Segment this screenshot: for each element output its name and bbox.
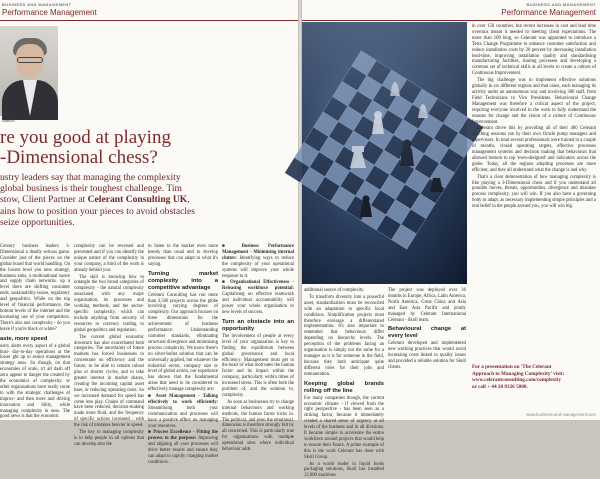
paragraph: The skill is knowing how to untangle the two broad categories of complexity - the natural complexity associated with any major organisation, its processes and working methods, and the sector-specific complexity, which can include anything from security of resources to currency trading to global geopolitics and regulation. [74,274,144,333]
cta-phone: or call + 44 20 8326 5000. [472,383,528,390]
bullet-item: ■ Process Excellence - Fitting the process to the purpose: Improving and aligning all your processes will drive better results and ensure they can adapt to rapidly changing market conditions. [148,430,219,465]
body-column-1 [0,244,70,420]
paragraph: The project was deployed over 36 months in Europe, Africa, Latin America, North America, Great China and Asia and East Asia Pacific and jointly managed by Celerant International Celerant - Skoll team. [388,288,466,323]
chessboard-graphic [302,22,467,284]
paragraph: As a world leader in liquid foods packaging solutions, Skoll has installed 12,000 machines [304,461,384,479]
cta-line-1: For a presentation on 'The Celerant [472,364,552,370]
standfirst-company: Celerant Consulting UK [87,194,188,206]
standfirst-line-1: ustry leaders say that managing the complexity [0,172,181,183]
subheading: Turn an obstacle into an opportunity [222,318,294,332]
running-head-title: Performance Management [501,8,596,17]
body-column-4 [222,244,294,453]
paragraph: That's a clear demonstration of how managing complexity is like playing a 3-Dimensional chess and if you understand all possible moves, threats, opportunities, divergence and mistakes process complexity, you will win. If you also have a governing body to adapt, as necessary implementing simple principles and a real belief in the people around you, you will win big. [472,174,596,210]
paragraph: ustry alerts every aspect of a global busi- day-to-day operations at the lower ght up to senior management strategy ness. So though, on that economies of scale, n't all dash off zero appear to danger the created by the economics of complexity. ur other organisations have really come to with the strategic challenges of improv- and then more and driving innovation and bility, while managing complexity in ness. The good news is that the economic [0,343,70,420]
paragraph: The key to managing complexity is to help people in all options that can develop into the [74,430,144,447]
paragraph: Celerant developed and implemented new working practices that would avoid increasing costs linked to quality issues and provided a reliable solution for Skoll clients. [388,341,466,371]
subheading: Keeping global brands rolling off the line [304,380,384,394]
standfirst-line-2: global business is their toughest challenge. Tim [0,183,183,195]
standfirst-line-3 [0,194,290,205]
standfirst-line-3-end: , [187,194,190,206]
body-column-2 [74,244,144,447]
right-page [302,0,600,479]
bullet-item: ■ Organisational Effectiveness - Releasing workforce potential: Capitalising on effective teamwork and individual accountability will power your whole organisation to new levels of success. [222,280,294,315]
header-rule [302,20,600,21]
paragraph: Celerant drove this by providing all of their 400 Celerant coaching sessions run by their own Oracle pump managers and supervisors. In total several professionals were trained in a couple of months, closed operating targets, effective processes management systems and decision making that behaviours that allowed bottom to top 'even-designed' and indicators across the globe. Today, all the regions adopting processes are more efficient, and they all understand what the change is and why. [472,126,596,173]
standfirst-line-5: seize opportunities. [0,216,75,228]
paragraph: The current global economic downturn has also exacerbated both categories. The uncertainty of future markets has forced businesses to concentrate on efficiency and the future, to be able to remain robust plus or shorter cycles, and to take greater interest in market shares, creating the incoming capital asset base, or reducing operating costs. So we increased demand for speed has come into play. Chains of command have been reduced, decision-making made more fluid, and the frequency of specific actions increased - with the risk of mistakes heavier in speed. [74,334,144,429]
header-rule [0,20,298,21]
paragraph: The big challenge was to implement effective solutions globally in six different regions and that cases, each managing its activity under an autonomous way and involving 300 staff, from Field Technicians to Vice Presidents. Behavioural Change Management was therefore a critical aspect of the project, requiring everyone involved in the work to fully understand the reasons for change and the vision of a culture of Continuous Improvement. [472,78,596,125]
cta-line-2: Approach to Managing Complexity' visit: [472,370,565,377]
article-headline [0,128,292,168]
body-column-3 [148,244,219,465]
chess-illustration [302,22,467,284]
photo-glasses [17,57,43,63]
paragraph: in over 150 countries, but recent increases in cost and lead time overruns meant it needed to meeting client expectations. The more than 100 blog, so Celerant was appointed to introduce a Tetra Change Programme to enhance customer satisfaction and reduce installation costs by 20 percent by decreasing installation lead-time, improving installation quality and standardising manufacturing facilities, sharing processes and developing a common set of technical skills at all levels to create a culture of Continuous Improvement. [472,24,596,77]
paragraph: Celerant Consulting has run more than 3,500 projects across the globe involving varying degrees of complexity. Our approach focuses on three dimensions for the achievement of business performance: Understanding customer standards, eliminating structural divergence and minimising process complexity. We know there's no silver-bullet solution that can be universally applied, but whatever the industrial sector, company size or level of global action, our experience has shown that the fundamental areas that need to be considered to effectively manage complexity are: [148,292,218,393]
standfirst-line-3-start: stow, Client Partner at [0,194,86,206]
paragraph: To transform diversity into a powerful asset, standardisation must be reconciled with an adaptation to specific local conditions. Simplification projects must therefore envisage a differentiated implementation. It's also important to remember that behaviours differ depending on hierarchy levels. The perception of the problems facing an organisation is simply not the same for a manager as it is for someone in the field, because they both anticipate quite different roles for their jobs and remuneration. [304,294,384,377]
subheading: Behavioural change at every level [388,326,466,340]
body-column-6 [388,288,466,416]
running-head-title: Performance Management [2,8,97,17]
call-to-action [472,364,596,390]
paragraph: The involvement of people at every level of your organisation is key to finding the equilibrium between global governance and local efficiency. Management must get to the heart of what motivates the human factor and its impact within the company, particularly within times of increased stress. This is often both the problem of, and the solution to, complexity. [222,333,294,398]
paragraph: complexity can be reversed and prevented and if you can identify the unique nature of the complexity in your company, a third of the work is already behind you. [74,244,144,273]
headline-line-2: -Dimensional chess? [0,147,158,168]
footer-url[interactable]: www.business-and-management.com [526,412,596,417]
paragraph: additional source of complexity. [304,288,365,293]
author-photo [0,26,58,116]
photo-caption: Nattion [2,118,15,123]
body-column-5 [304,288,384,479]
left-page [0,0,298,465]
bullet-item: ■ Business Performance Management - Minimising internal clutter: Identifying ways to reduce the complexity of your operational systems will improve your whole response to it. [222,244,294,279]
paragraph: For many companies though, the current economic climate - if viewed from the right perspective - has been seen as a striking factor, because it immediately created a shared sense of urgency at all levels of the business and in all divisions. It became simple to accelerate the entire workforce around projects that would help to ensure their future. A prime example of this is the work Celerant has done with Skoll Group. [304,395,384,460]
paragraph: As soon as businesses try to change internal behaviours and working methods, the human factor kicks in. The political, and even the emotional, dimension is therefore strongly felt by all concerned. This is particularly true for organisations with multiple operational sites where individual behaviour adds [222,399,294,453]
standfirst [0,172,290,228]
subheading: aste, more speed [0,335,48,342]
body-column-7 [472,24,596,354]
subheading: Turning market complexity into a competitive advantage [148,270,218,291]
running-head-section: BUSINESS AND MANAGEMENT [526,2,596,7]
cta-link[interactable]: www.celerantconsulting.com/complexity [472,377,562,384]
paragraph: Century business leaders 3-Dimensional a deadly serious game. Consider just of the pieces on the global board that world handling. On the lowest level you ness strategy, business aims, a multinational nance and supply chain networks. up a level there are shifting consumer ends, sustainability issues, regulatory and geopolitics. While on the top level of financial performance, the bottom levels of the internet and the increasing use of your competitors. There's also one complexity - do you leave if you're black or white? [0,244,70,332]
standfirst-line-4: ains how to position your pieces to avoid obstacles [0,205,196,217]
bullet-item: ■ Asset Management - Talking effectively to work efficiently: Streamlining both your communication and processes will have a positive effect on managing your resources. [148,394,218,429]
paragraph: to listen to the market even more keenly than usual and to develop processes that can adapt to what it's saying. [148,244,218,267]
headline-line-1: re you good at playing [0,127,171,148]
running-head-section: BUSINESS AND MANAGEMENT [2,2,72,7]
